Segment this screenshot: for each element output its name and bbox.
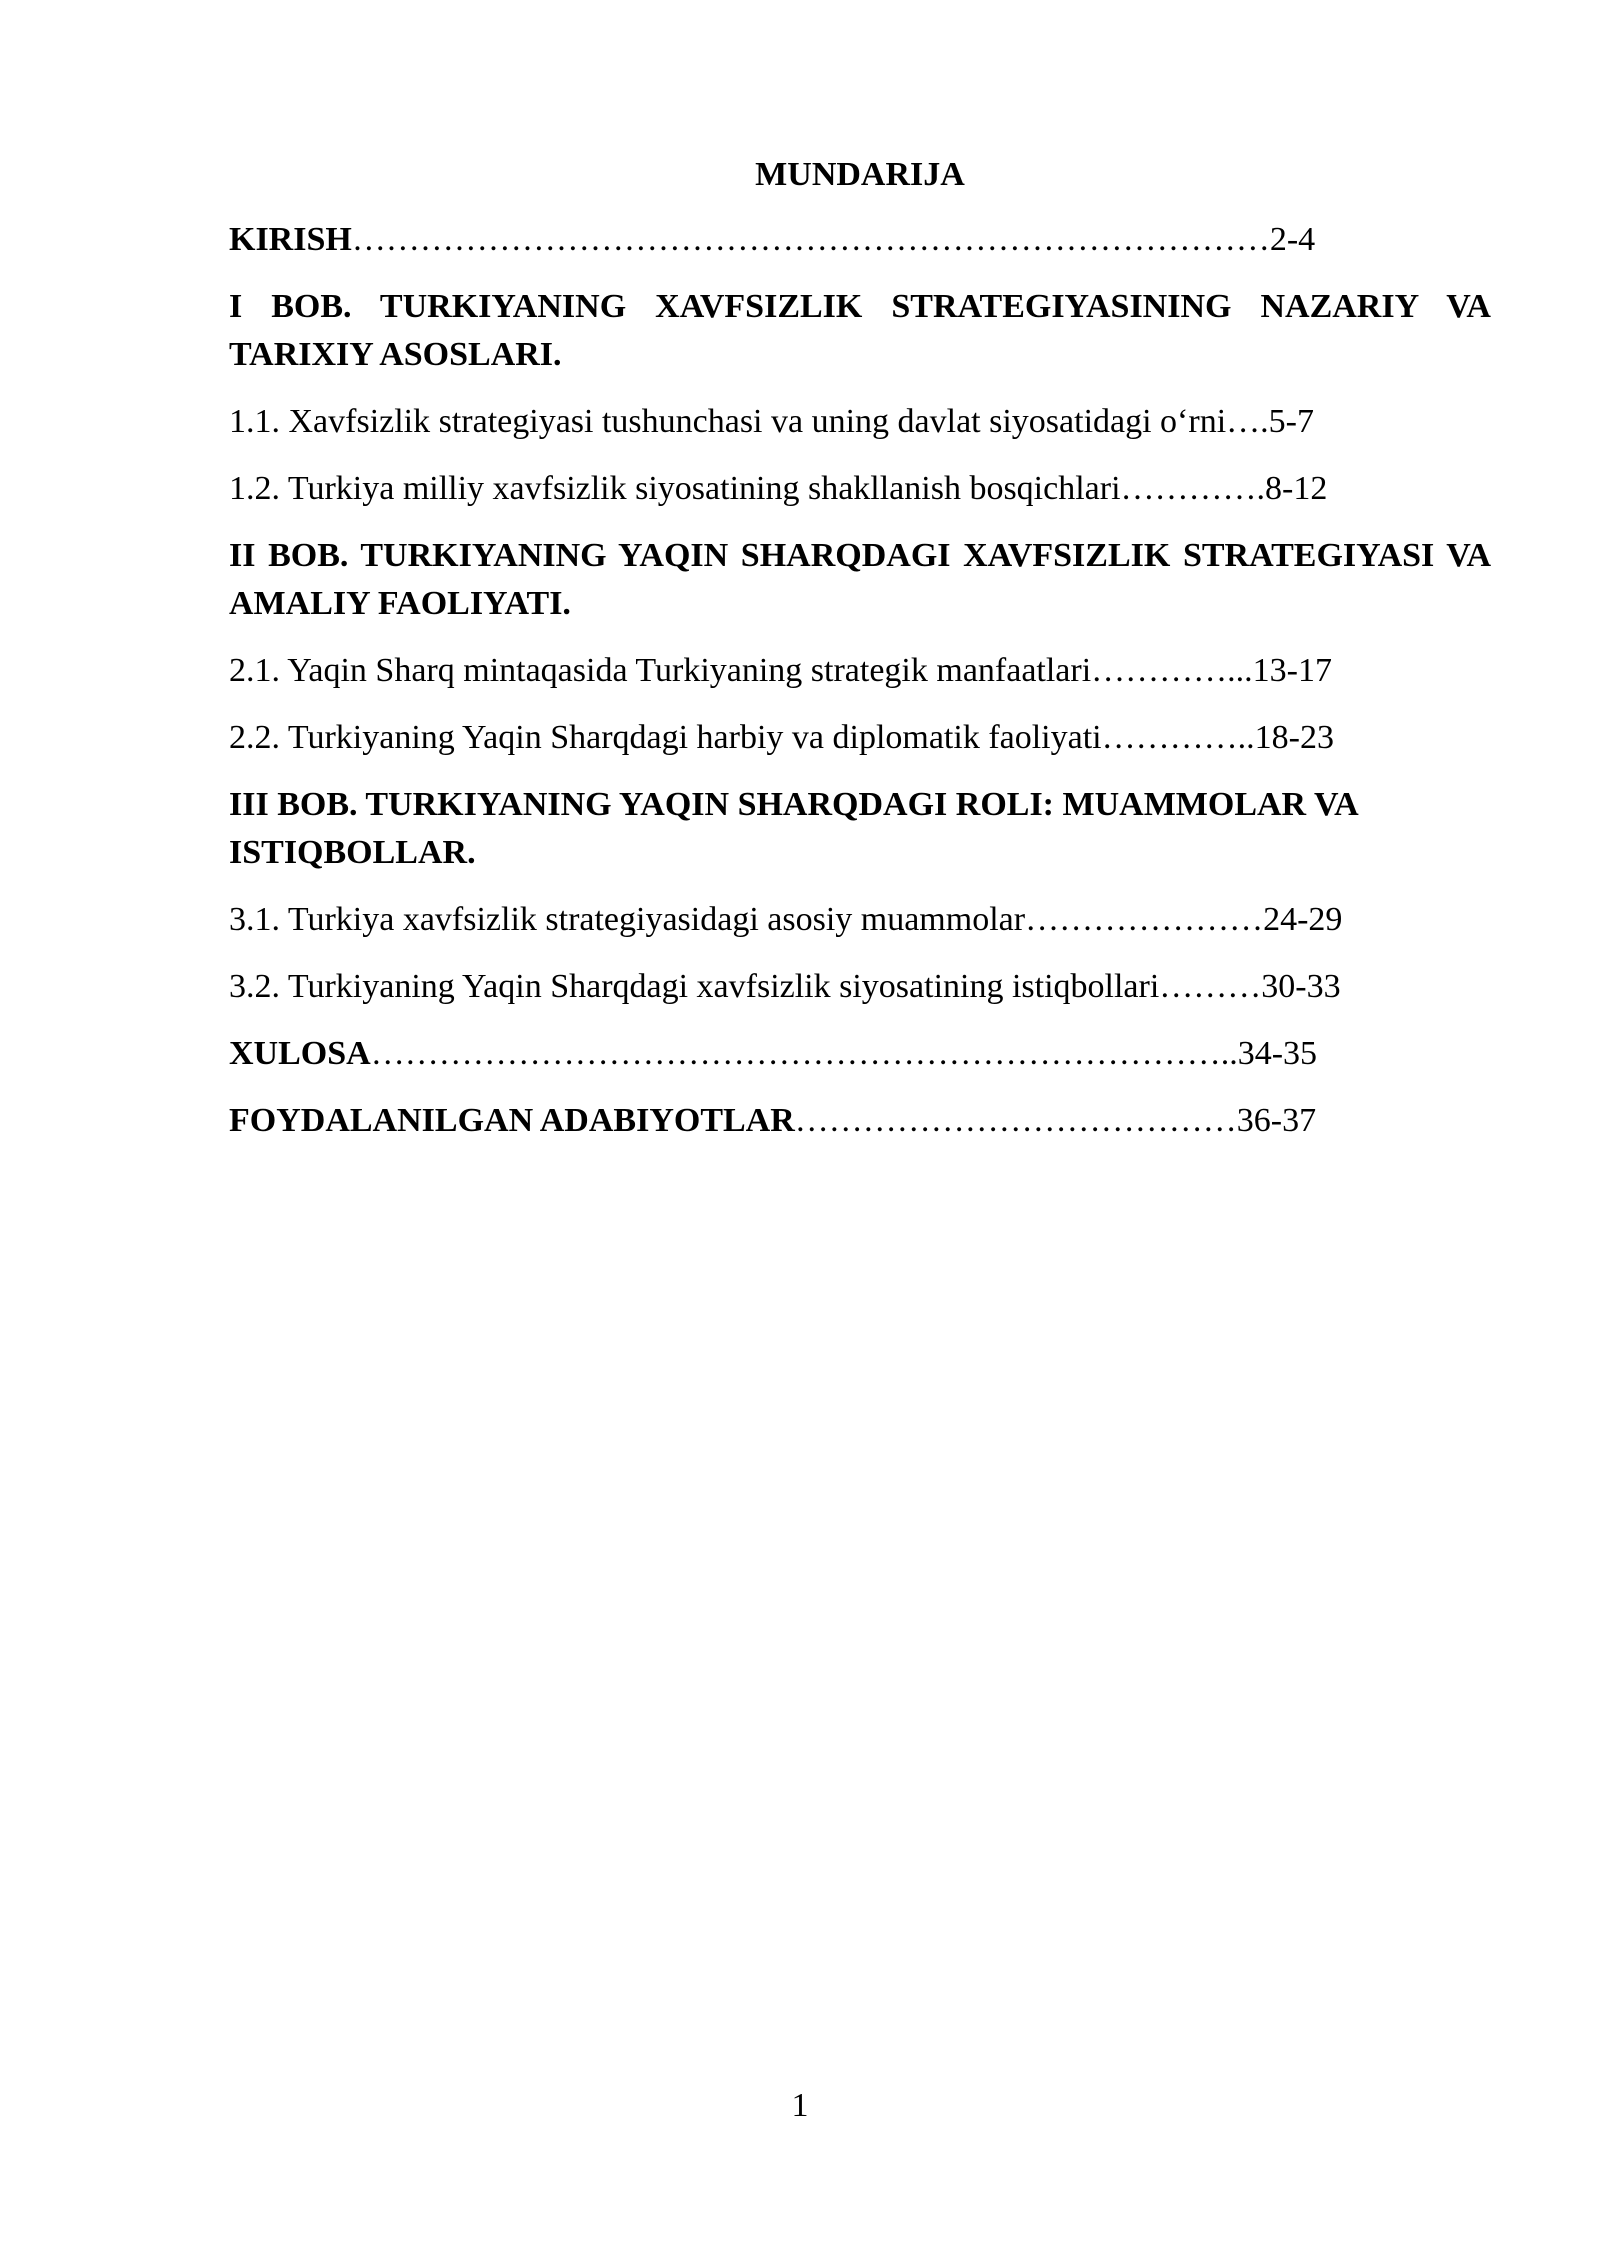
toc-entry-3-1 [229, 896, 1491, 944]
toc-entry-2-2 [229, 714, 1491, 762]
page-number: 1 [791, 2087, 809, 2124]
toc-leader-dots: ………….. [1101, 719, 1255, 756]
toc-entry-1-1 [229, 398, 1491, 446]
toc-page-range: 24-29 [1263, 901, 1343, 938]
toc-leader-dots: ……………………………………………………………………… [351, 221, 1270, 258]
table-of-contents [229, 150, 1491, 1164]
toc-entry-conclusion [229, 1030, 1491, 1078]
toc-page-range: 8-12 [1265, 470, 1328, 507]
toc-entry-references [229, 1097, 1491, 1145]
toc-leader-dots: ………………… [1025, 901, 1264, 938]
toc-entry-label: KIRISH [229, 221, 352, 258]
toc-entry-label: 2.2. Turkiyaning Yaqin Sharqdagi harbiy va diplomatik faoliyati [229, 719, 1102, 756]
toc-entry-label: FOYDALANILGAN ADABIYOTLAR [229, 1102, 795, 1139]
toc-leader-dots: …………... [1091, 652, 1253, 689]
toc-chapter-1-heading: I BOB. TURKIYANING XAVFSIZLIK STRATEGIYASINING NAZARIY VA TARIXIY ASOSLARI. [229, 288, 1491, 373]
toc-entry-2-1 [229, 647, 1491, 695]
toc-page-range: 36-37 [1236, 1102, 1317, 1139]
toc-page-range: 13-17 [1252, 652, 1332, 689]
toc-entry-label: 1.1. Xavfsizlik strategiyasi tushunchasi va uning davlat siyosatidagi o‘rni [229, 403, 1227, 440]
toc-leader-dots: ………………………………………………………………….. [370, 1035, 1238, 1072]
toc-entry-label: 3.1. Turkiya xavfsizlik strategiyasidagi asosiy muammolar [229, 901, 1026, 938]
toc-entry-1-2 [229, 465, 1491, 513]
toc-page-range: 34-35 [1237, 1035, 1318, 1072]
toc-entry-label: 3.2. Turkiyaning Yaqin Sharqdagi xavfsizlik siyosatining istiqbollari [229, 968, 1160, 1005]
toc-leader-dots: …. [1226, 403, 1269, 440]
toc-leader-dots: …………. [1120, 470, 1266, 507]
toc-page-range: 5-7 [1268, 403, 1314, 440]
toc-leader-dots: ………………………………… [794, 1102, 1237, 1139]
toc-entry-label: 2.1. Yaqin Sharq mintaqasida Turkiyaning strategik manfaatlari [229, 652, 1092, 689]
toc-page-range: 18-23 [1254, 719, 1334, 756]
toc-title: MUNDARIJA [755, 156, 965, 193]
toc-entry-label: 1.2. Turkiya milliy xavfsizlik siyosatining shakllanish bosqichlari [229, 470, 1121, 507]
toc-entry-label: XULOSA [229, 1035, 371, 1072]
toc-leader-dots: ……… [1159, 968, 1262, 1005]
toc-page-range: 30-33 [1261, 968, 1341, 1005]
toc-chapter-3-heading: III BOB. TURKIYANING YAQIN SHARQDAGI ROLI: MUAMMOLAR VA ISTIQBOLLAR. [229, 786, 1357, 871]
toc-entry-3-2 [229, 963, 1491, 1011]
toc-entry-introduction [229, 216, 1491, 264]
toc-page-range: 2-4 [1269, 221, 1316, 258]
toc-chapter-2-heading: II BOB. TURKIYANING YAQIN SHARQDAGI XAVFSIZLIK STRATEGIYASI VA AMALIY FAOLIYATI. [229, 537, 1491, 622]
